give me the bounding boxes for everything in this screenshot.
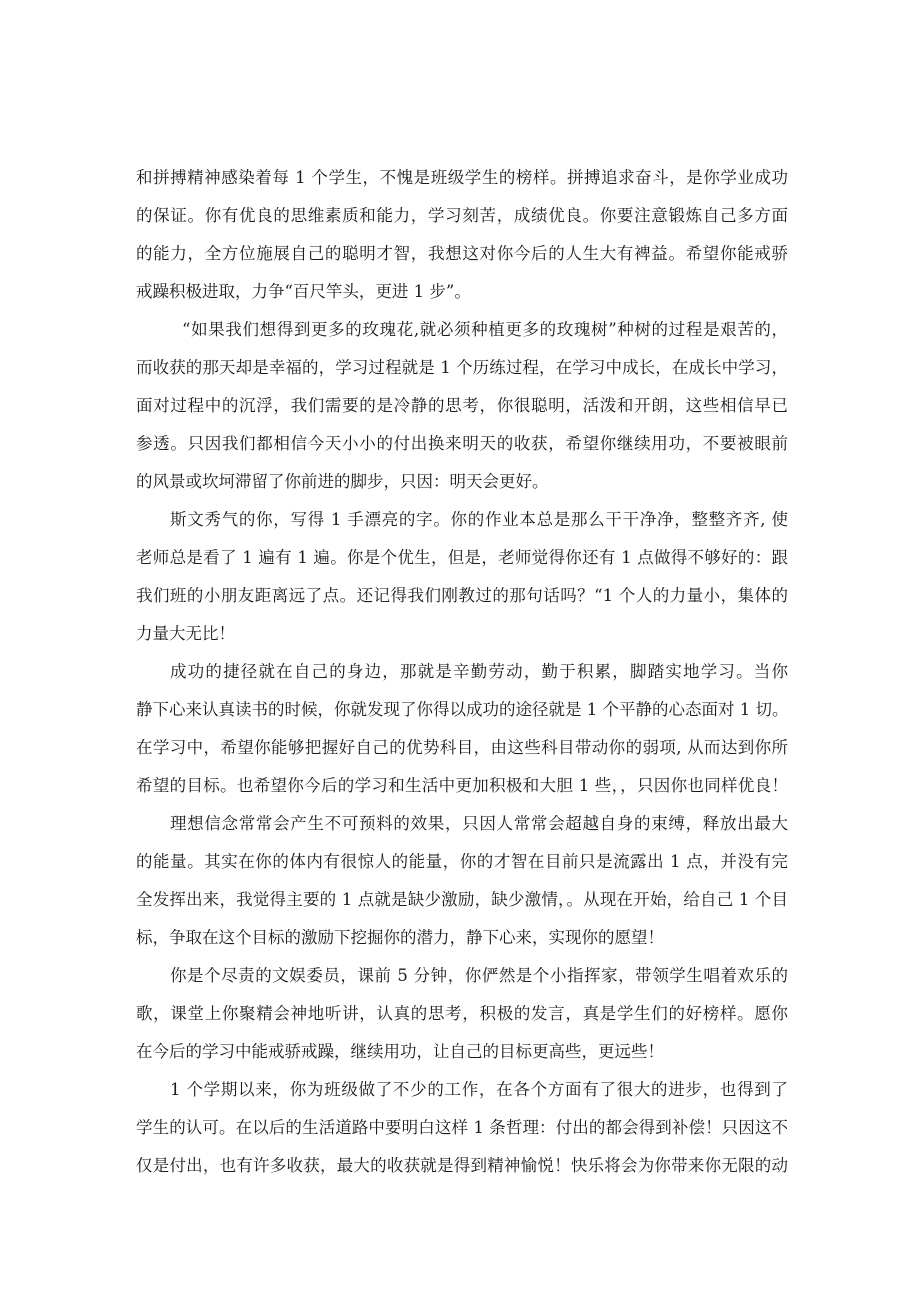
paragraph-1-line-3: 的能力，全方位施展自己的聪明才智，我想这对你今后的人生大有裨益。希望你能戒骄 — [136, 244, 788, 263]
paragraph-5-line-1: 理想信念常常会产生不可预料的效果，只因人常常会超越自身的束缚，释放出最大 — [170, 814, 788, 833]
paragraph-3-line-1: 斯文秀气的你，写得 1 手漂亮的字。你的作业本总是那么干干净净，整整齐齐, 使 — [170, 510, 788, 529]
paragraph-1-line-2: 的保证。你有优良的思维素质和能力，学习刻苦，成绩优良。你要注意锻炼自己多方面 — [136, 206, 788, 225]
paragraph-6-line-3: 在今后的学习中能戒骄戒躁，继续用功，让自己的目标更高些，更远些！ — [136, 1042, 664, 1061]
paragraph-7-line-3: 仅是付出，也有许多收获，最大的收获就是得到精神愉悦！快乐将会为你带来你无限的动 — [136, 1156, 788, 1175]
paragraph-2-line-5: 的风景或坎坷滞留了你前进的脚步，只因：明天会更好。 — [136, 472, 549, 491]
paragraph-2-line-1: “如果我们想得到更多的玫瑰花,就必须种植更多的玫瑰树”种树的过程是艰苦的， — [182, 320, 788, 339]
paragraph-2-line-2: 而收获的那天却是幸福的，学习过程就是 1 个历练过程，在学习中成长，在成长中学习， — [136, 358, 788, 377]
paragraph-2-line-3: 面对过程中的沉浮，我们需要的是冷静的思考，你很聪明，活泼和开朗，这些相信早已 — [136, 396, 788, 415]
paragraph-3-line-4: 力量大无比！ — [136, 624, 235, 643]
paragraph-5-line-4: 标，争取在这个目标的激励下挖掘你的潜力，静下心来，实现你的愿望！ — [136, 928, 664, 947]
paragraph-4-line-2: 静下心来认真读书的时候，你就发现了你得以成功的途径就是 1 个平静的心态面对 1 切。 — [136, 700, 789, 719]
paragraph-5-line-2: 的能量。其实在你的体内有很惊人的能量，你的才智在目前只是流露出 1 点，并没有完 — [136, 852, 788, 871]
paragraph-6-line-1: 你是个尽责的文娱委员，课前 5 分钟，你俨然是个小指挥家，带领学生唱着欢乐的 — [170, 966, 788, 985]
paragraph-1-line-4: 戒躁积极进取，力争“百尺竿头，更进 1 步”。 — [136, 282, 471, 301]
paragraph-5-line-3: 全发挥出来，我觉得主要的 1 点就是缺少激励，缺少激情，。从现在开始，给自己 1 个目 — [136, 890, 788, 909]
paragraph-1-line-1: 和拼搏精神感染着每 1 个学生，不愧是班级学生的榜样。拼搏追求奋斗，是你学业成功 — [136, 168, 788, 187]
paragraph-4-line-3: 在学习中，希望你能够把握好自己的优势科目，由这些科目带动你的弱项, 从而达到你所 — [136, 738, 788, 757]
paragraph-4-line-1: 成功的捷径就在自己的身边，那就是辛勤劳动，勤于积累，脚踏实地学习。当你 — [170, 662, 788, 681]
paragraph-7-line-1: 1 个学期以来，你为班级做了不少的工作，在各个方面有了很大的进步，也得到了 — [170, 1080, 788, 1099]
paragraph-7-line-2: 学生的认可。在以后的生活道路中要明白这样 1 条哲理：付出的都会得到补偿！只因这不 — [136, 1118, 788, 1137]
paragraph-3-line-2: 老师总是看了 1 遍有 1 遍。你是个优生，但是，老师觉得你还有 1 点做得不够好的：跟 — [136, 548, 788, 567]
paragraph-2-line-4: 参透。只因我们都相信今天小小的付出换来明天的收获，希望你继续用功，不要被眼前 — [136, 434, 788, 453]
paragraph-3-line-3: 我们班的小朋友距离远了点。还记得我们刚教过的那句话吗？“1 个人的力量小，集体的 — [136, 586, 788, 605]
paragraph-6-line-2: 歌，课堂上你聚精会神地听讲，认真的思考，积极的发言，真是学生们的好榜样。愿你 — [136, 1004, 788, 1023]
paragraph-4-line-4: 希望的目标。也希望你今后的学习和生活中更加积极和大胆 1 些，，只因你也同样优良！ — [136, 776, 788, 795]
